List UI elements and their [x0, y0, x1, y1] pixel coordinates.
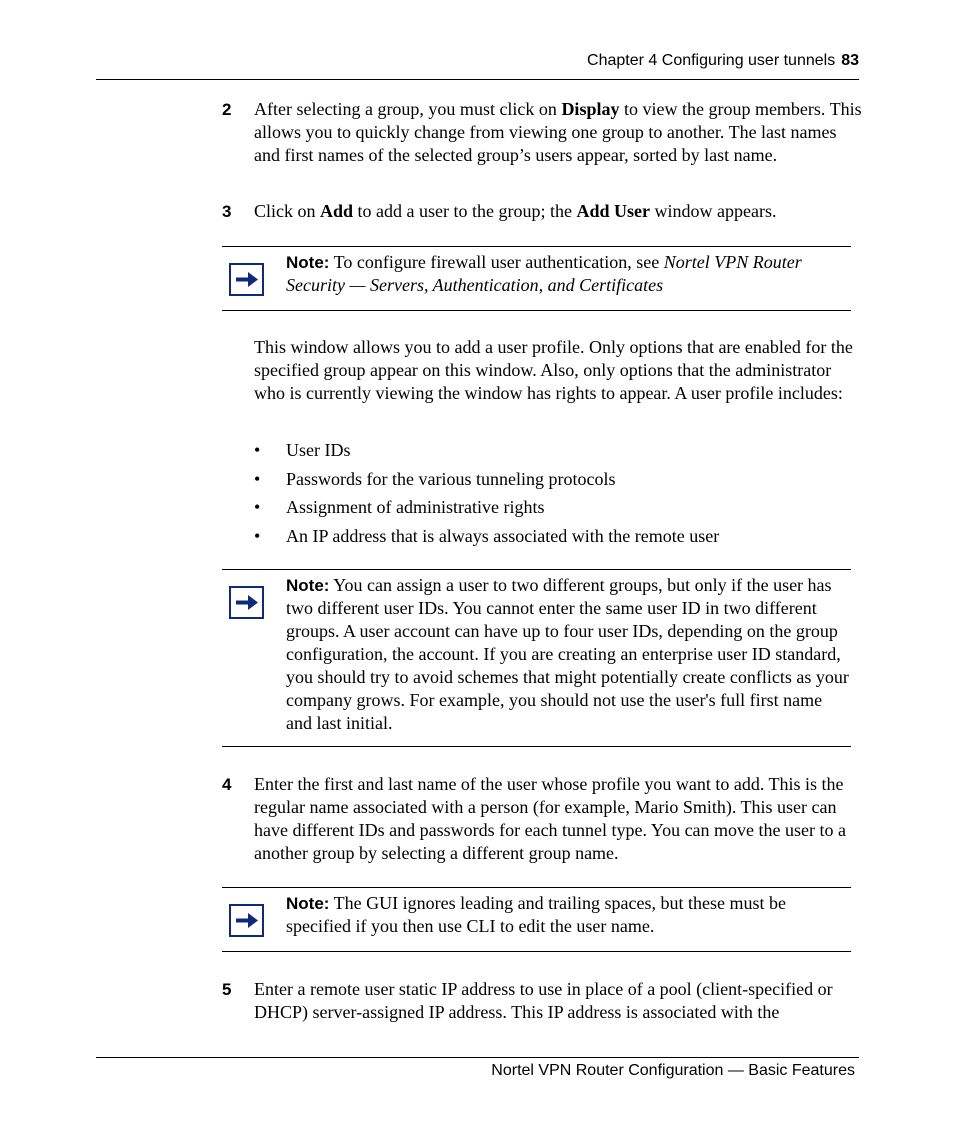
note-text: [286, 251, 851, 297]
list-item-text: User IDs: [286, 440, 351, 460]
list-item-text: Assignment of administrative rights: [286, 497, 545, 517]
note-box: [222, 569, 851, 747]
intro-paragraph: This window allows you to add a user profile. Only options that are enabled for the specified group appear on this window. Also, only options that the administrator who is currently viewing the window has rights to appear. A user profile includes:: [254, 337, 853, 403]
doc-reference: Nortel VPN Router Security — Servers, Authentication, and Certificates: [286, 252, 802, 295]
step-3: [222, 200, 862, 223]
note-box: [222, 246, 851, 311]
step-text: Enter a remote user static IP address to use in place of a pool (client-specified or DHCP) server-assigned IP address. This IP address is associated with the: [254, 979, 833, 1022]
step-number: 2: [222, 100, 232, 119]
arrow-right-icon: [229, 263, 264, 296]
add-button-ref: Add: [320, 201, 354, 221]
note-body: You can assign a user to two different groups, but only if the user has two different user IDs. You cannot enter the same user ID in two different groups. A user account can have up to four user IDs, depending on the group configuration, the account. If you are creating an enterprise user ID standard, you should try to avoid schemes that might potentially create conflicts as your company grows. For example, you should not use the user's full first name and last initial.: [286, 575, 849, 733]
step-text: Enter the first and last name of the user whose profile you want to add. This is the regular name associated with a person (for example, Mario Smith). This user can have different IDs and passwords for each tunnel type. You can move the user to a another group by selecting a different group name.: [254, 774, 847, 863]
step-5: [222, 978, 862, 1024]
bullet-marker: •: [254, 468, 261, 489]
step-text: [254, 98, 862, 167]
add-user-window-ref: Add User: [576, 201, 650, 221]
bullet-marker: •: [254, 525, 261, 546]
page-footer: [96, 1057, 859, 1079]
note-label: Note:: [286, 253, 330, 272]
note-label: Note:: [286, 894, 330, 913]
list-item: [254, 439, 854, 468]
note-text: [286, 574, 851, 735]
note-box: [222, 887, 851, 952]
bullet-marker: •: [254, 440, 261, 460]
step-2: [222, 98, 862, 167]
list-item-text: An IP address that is always associated with the remote user: [286, 525, 720, 546]
display-button-ref: Display: [561, 99, 620, 119]
bullet-list: [254, 439, 854, 553]
step-text: [254, 200, 862, 223]
chapter-title: Chapter 4 Configuring user tunnels: [587, 52, 836, 69]
list-item: [254, 496, 854, 525]
list-item: [254, 525, 854, 554]
running-header: [587, 52, 859, 70]
page-header: [96, 49, 859, 80]
arrow-right-icon: [229, 904, 264, 937]
document-title: Nortel VPN Router Configuration — Basic Features: [491, 1062, 855, 1079]
page-number: 83: [841, 52, 859, 69]
step-text-part: to add a user to the group; the: [353, 201, 577, 221]
step-text-part: window appears.: [650, 201, 777, 221]
step-text-part: After selecting a group, you must click on: [254, 99, 562, 119]
step-text-part: Click on: [254, 201, 320, 221]
step-number: 3: [222, 202, 232, 221]
step-text-part: to view the group members. This allows you to quickly change from viewing one group to another. The last names and first names of the selected group’s users appear, sorted by last name.: [254, 99, 862, 165]
note-body: To configure firewall user authentication, see: [329, 252, 664, 272]
note-text: [286, 892, 851, 938]
note-body: The GUI ignores leading and trailing spaces, but these must be specified if you then use CLI to edit the user name.: [286, 893, 787, 936]
note-label: Note:: [286, 576, 330, 595]
arrow-right-icon-graphic: [231, 906, 262, 935]
arrow-right-icon-graphic: [231, 588, 262, 617]
step-number: 5: [222, 980, 232, 999]
step-4: [222, 773, 862, 865]
step-number: 4: [222, 775, 232, 794]
list-item: [254, 468, 854, 497]
bullet-marker: •: [254, 497, 261, 517]
arrow-right-icon-graphic: [231, 265, 262, 294]
arrow-right-icon: [229, 586, 264, 619]
list-item-text: Passwords for the various tunneling protocols: [286, 468, 616, 489]
